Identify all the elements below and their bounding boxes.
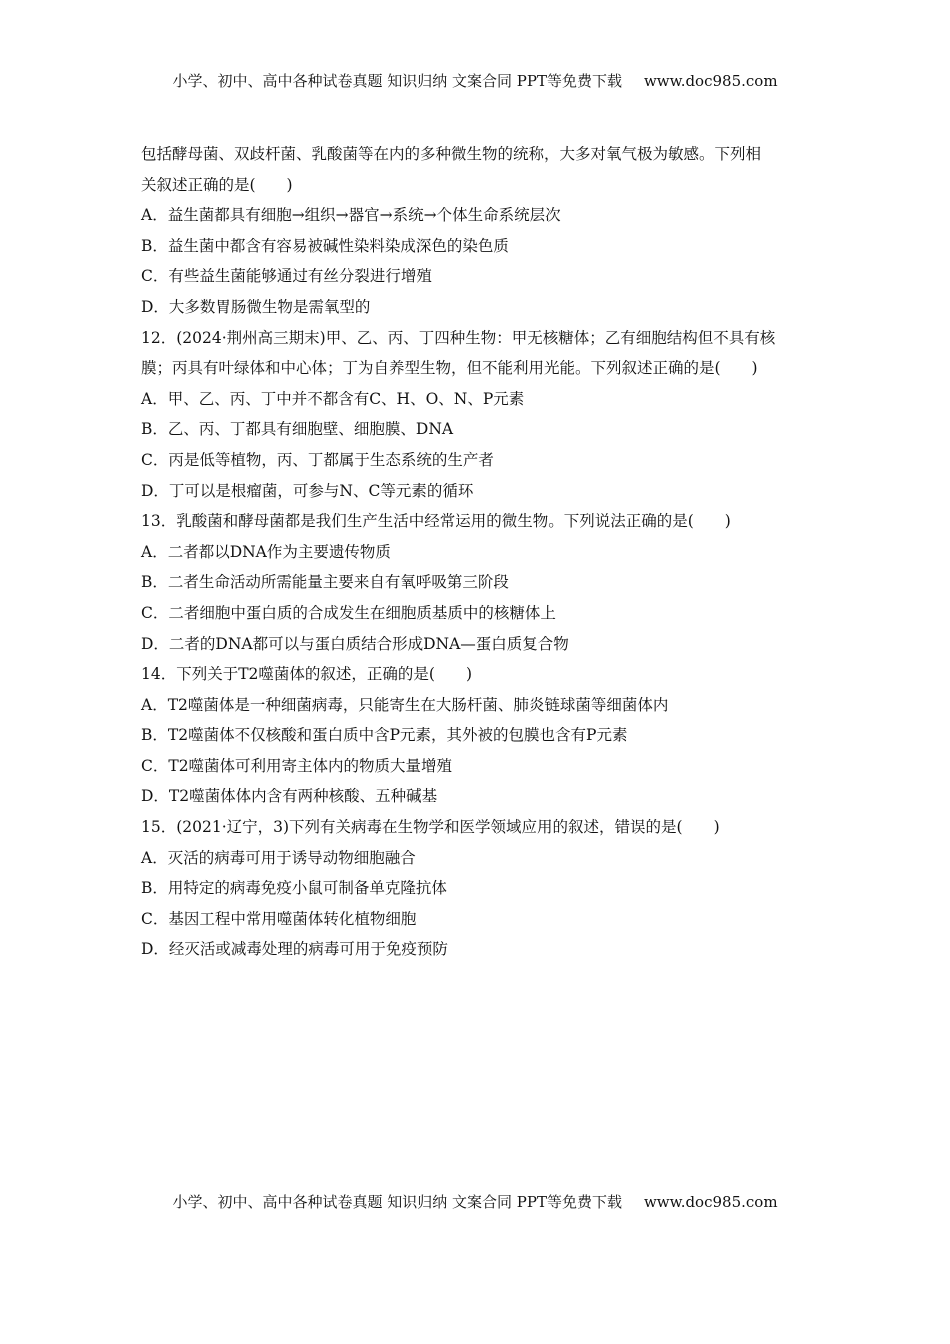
page-header — [0, 70, 950, 91]
question-14-option-c: C．T2噬菌体可利用寄主体内的物质大量增殖 — [141, 756, 453, 775]
question-12-stem-line-1: 12．(2024·荆州高三期末)甲、乙、丙、丁四种生物：甲无核糖体；乙有细胞结构但不具有核 — [141, 328, 776, 347]
question-11-stem-line-1: 包括酵母菌、双歧杆菌、乳酸菌等在内的多种微生物的统称，大多对氧气极为敏感。下列相 — [141, 145, 762, 163]
question-15-option-d: D．经灭活或减毒处理的病毒可用于免疫预防 — [141, 940, 448, 959]
question-13-option-a: A．二者都以DNA作为主要遗传物质 — [141, 542, 391, 561]
question-13-option-b: B．二者生命活动所需能量主要来自有氧呼吸第三阶段 — [141, 573, 509, 592]
question-13 — [141, 506, 821, 659]
question-15-stem: 15．(2021·辽宁，3)下列有关病毒在生物学和医学领域应用的叙述，错误的是( ) — [141, 818, 720, 837]
header-text: 小学、初中、高中各种试卷真题 知识归纳 文案合同 PPT等免费下载 — [172, 72, 622, 90]
question-15 — [141, 812, 821, 965]
question-content — [141, 139, 821, 965]
question-15-option-a: A．灭活的病毒可用于诱导动物细胞融合 — [141, 848, 416, 867]
question-14 — [141, 659, 821, 812]
question-13-option-d: D．二者的DNA都可以与蛋白质结合形成DNA—蛋白质复合物 — [141, 634, 569, 653]
question-12-option-d: D．丁可以是根瘤菌，可参与N、C等元素的循环 — [141, 481, 474, 500]
footer-text: 小学、初中、高中各种试卷真题 知识归纳 文案合同 PPT等免费下载 — [172, 1193, 622, 1211]
question-14-stem: 14．下列关于T2噬菌体的叙述，正确的是( ) — [141, 665, 473, 684]
question-15-option-b: B．用特定的病毒免疫小鼠可制备单克隆抗体 — [141, 879, 447, 898]
question-12 — [141, 323, 821, 507]
question-11-option-d: D．大多数胃肠微生物是需氧型的 — [141, 297, 371, 316]
question-13-option-c: C．二者细胞中蛋白质的合成发生在细胞质基质中的核糖体上 — [141, 603, 556, 622]
question-12-option-c: C．丙是低等植物，丙、丁都属于生态系统的生产者 — [141, 450, 494, 469]
page-footer — [0, 1191, 950, 1212]
question-11-option-b: B．益生菌中都含有容易被碱性染料染成深色的染色质 — [141, 236, 509, 255]
question-11-option-a: A．益生菌都具有细胞→组织→器官→系统→个体生命系统层次 — [141, 206, 561, 225]
question-12-option-b: B．乙、丙、丁都具有细胞壁、细胞膜、DNA — [141, 420, 454, 439]
question-12-stem-line-2: 膜；丙具有叶绿体和中心体；丁为自养型生物，但不能利用光能。下列叙述正确的是( ) — [141, 359, 758, 378]
question-13-stem: 13．乳酸菌和酵母菌都是我们生产生活中经常运用的微生物。下列说法正确的是( ) — [141, 512, 731, 531]
question-14-option-d: D．T2噬菌体体内含有两种核酸、五种碱基 — [141, 787, 438, 806]
question-14-option-a: A．T2噬菌体是一种细菌病毒，只能寄生在大肠杆菌、肺炎链球菌等细菌体内 — [141, 695, 669, 714]
question-11-option-c: C．有些益生菌能够通过有丝分裂进行增殖 — [141, 267, 432, 286]
question-15-option-c: C．基因工程中常用噬菌体转化植物细胞 — [141, 909, 417, 928]
question-11 — [141, 139, 821, 323]
question-14-option-b: B．T2噬菌体不仅核酸和蛋白质中含P元素，其外被的包膜也含有P元素 — [141, 726, 628, 745]
footer-site-link[interactable]: www.doc985.com — [643, 1193, 778, 1211]
header-site-link[interactable]: www.doc985.com — [643, 72, 778, 90]
question-12-option-a: A．甲、乙、丙、丁中并不都含有C、H、O、N、P元素 — [141, 389, 525, 408]
question-11-stem-line-2: 关叙述正确的是( ) — [141, 175, 293, 194]
